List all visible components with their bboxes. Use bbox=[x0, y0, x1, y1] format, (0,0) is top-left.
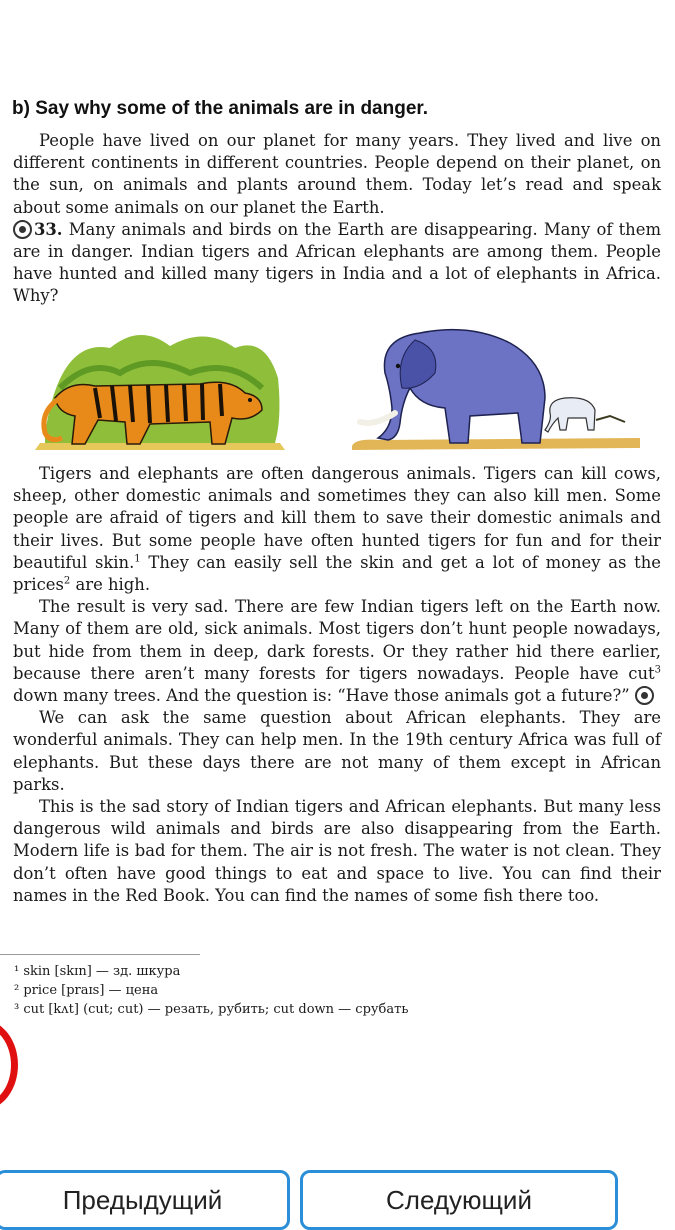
paragraph-tigers bbox=[13, 463, 661, 596]
exercise-number: 33. bbox=[34, 219, 63, 239]
footnote-3: ³ cut [kʌt] (cut; cut) — резать, рубить; cut down — срубать bbox=[14, 1002, 409, 1017]
paragraph-exercise bbox=[13, 219, 661, 308]
paragraph-result bbox=[13, 596, 661, 707]
paragraph-result-part2: down many trees. And the question is: “Have those animals got a future?” bbox=[13, 686, 630, 706]
paragraph-result-part1: The result is very sad. There are few Indian tigers left on the Earth now. Many of them are old, sick animals. Most tigers don’t hunt people nowadays, but hide from them in deep, dark forests. Or they rather hid there earlier, because there aren’t many forests for tigers nowadays. People have cut bbox=[13, 597, 661, 683]
footnote-1: ¹ skin [skɪn] — зд. шкура bbox=[14, 964, 181, 979]
paragraph-sad-story: This is the sad story of Indian tigers and African elephants. But many less dangerous wild animals and birds are also disappearing from the Earth. Modern life is bad for them. The air is not fresh. The water is not clean. They don’t often have good things to eat and space to live. You can find their names in the Red Book. You can find the names of some fish there too. bbox=[13, 797, 661, 905]
tiger-illustration bbox=[35, 335, 285, 450]
paragraph-tigers-part1: Tigers and elephants are often dangerous animals. Tigers can kill cows, sheep, other domestic animals and sometimes they can also kill men. Some people are afraid of tigers and kill them to save their domestic animals and their lives. But some people have often hunted tigers for fun and for their beautiful skin. bbox=[13, 464, 661, 572]
text-block-top bbox=[13, 130, 661, 308]
exercise-text: Many animals and birds on the Earth are disappearing. Many of them are in danger. Indian tigers and African elephants are among them. People have hunted and killed many tigers in India and a lot of elephants in Africa. Why? bbox=[13, 219, 661, 306]
footnotes bbox=[14, 962, 614, 1019]
paragraph-tigers-part3: are high. bbox=[75, 575, 151, 595]
footnote-divider bbox=[0, 954, 200, 955]
paragraph-intro: People have lived on our planet for many years. They lived and live on different continents in different countries. People depend on their planet, on the sun, on animals and plants around them. Today let’s read and speak about some animals on our planet the Earth. bbox=[13, 131, 661, 217]
red-circle-mark bbox=[0, 1020, 18, 1110]
footnote-2: ² price [praɪs] — цена bbox=[14, 983, 159, 998]
audio-icon[interactable] bbox=[635, 686, 654, 705]
text-block-bottom bbox=[13, 463, 661, 907]
elephant-illustration bbox=[352, 330, 640, 450]
previous-button[interactable]: Предыдущий bbox=[0, 1170, 290, 1230]
footnote-mark-3: 3 bbox=[654, 664, 661, 676]
task-heading: b) Say why some of the animals are in danger. bbox=[12, 98, 429, 119]
next-button[interactable]: Следующий bbox=[300, 1170, 618, 1230]
illustration-tiger-elephants bbox=[0, 318, 675, 458]
paragraph-tigers-part2: They can easily sell the skin and get a lot of money as the prices bbox=[13, 552, 661, 595]
audio-icon[interactable] bbox=[13, 220, 32, 239]
paragraph-elephants: We can ask the same question about African elephants. They are wonderful animals. They can help men. In the 19th century Africa was full of elephants. But these days there are not many of them except in African parks. bbox=[13, 708, 661, 794]
footnote-mark-2: 2 bbox=[63, 575, 71, 587]
footnote-mark-1: 1 bbox=[134, 553, 141, 565]
